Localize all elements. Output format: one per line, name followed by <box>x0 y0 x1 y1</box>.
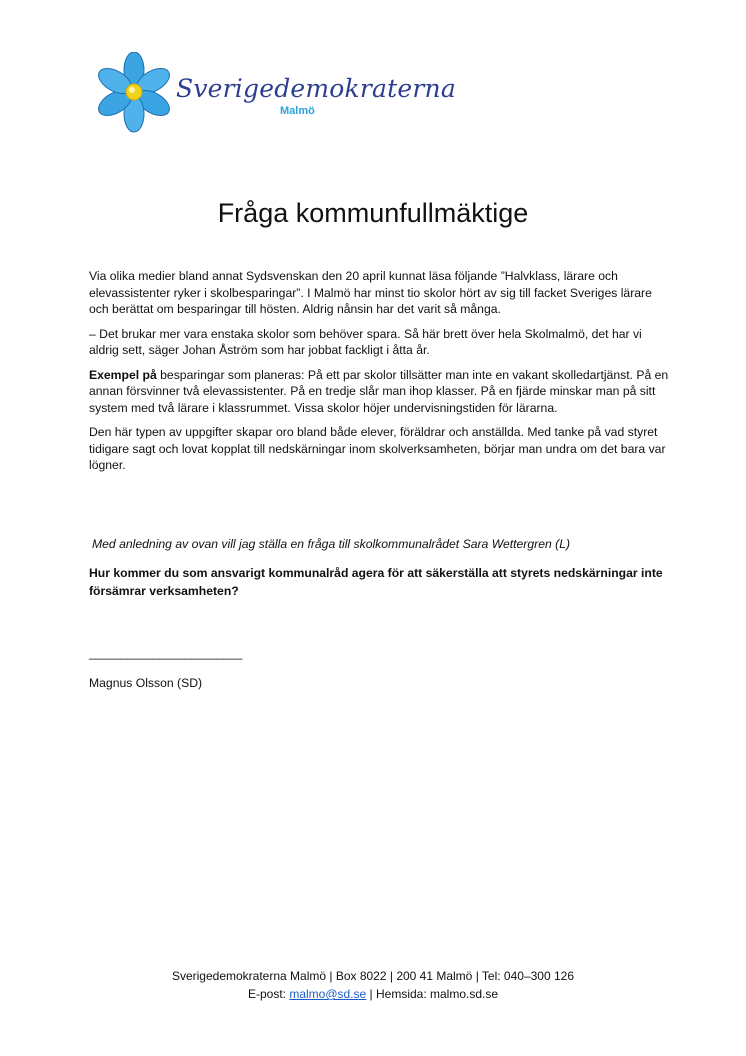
signature-line: ________________________ <box>89 646 242 660</box>
footer-website: | Hemsida: malmo.sd.se <box>366 987 499 1001</box>
footer-address: Sverigedemokraterna Malmö | Box 8022 | 200 41 Malmö | Tel: 040–300 126 <box>171 969 575 983</box>
footer-email-label: E-post: <box>247 987 290 1001</box>
paragraph-3 <box>89 367 669 417</box>
party-logo <box>96 52 456 132</box>
paragraph-3-rest: besparingar som planeras: På ett par skolor tillsätter man inte en vakant skolledartjänst. På en annan försvinner två elevassistenter. På en tredje slår man ihop klasser. På en fjärde minskar man på sitt system med två lärare i klassrummet. Vissa skolor höjer undervisningstiden för lärarna. <box>89 367 669 415</box>
brand-city: Malmö <box>280 105 315 117</box>
document-body <box>89 268 669 482</box>
paragraph-1: Via olika medier bland annat Sydsvenskan den 20 april kunnat läsa följande ”Halvklass, lärare och elevassistenter ryker i skolbesparingar”. I Malmö har minst tio skolor hört av sig till facket Sveriges lärare och berättat om besparingar till hösten. Aldrig nånsin har det varit så många. <box>89 269 652 316</box>
footer-email-link[interactable]: malmo@sd.se <box>289 987 367 1001</box>
footer-contact <box>0 985 746 1003</box>
flower-logo-icon <box>96 52 180 136</box>
question-intro: Med anledning av ovan vill jag ställa en fråga till skolkommunalrådet Sara Wettergren (L) <box>92 537 571 551</box>
brand-name: Sverigedemokraterna <box>176 74 456 103</box>
page-footer <box>0 967 746 1003</box>
page-title: Fråga kommunfullmäktige <box>217 198 529 228</box>
question-text: Hur kommer du som ansvarigt kommunalråd agera för att säkerställa att styrets nedskärningar inte försämrar verksamheten? <box>89 566 663 598</box>
paragraph-4: Den här typen av uppgifter skapar oro bland både elever, föräldrar och anställda. Med tanke på vad styret tidigare sagt och lovat kopplat till nedskärningar inom skolverksamheten, börjar man undra om det bara var lögner. <box>89 425 666 472</box>
paragraph-2: – Det brukar mer vara enstaka skolor som behöver spara. Så här brett över hela Skolmalmö, det har vi aldrig sett, säger Johan Åström som har jobbat fackligt i åtta år. <box>89 326 642 357</box>
signature-name: Magnus Olsson (SD) <box>89 676 203 690</box>
paragraph-3-bold: Exempel på <box>89 367 157 382</box>
